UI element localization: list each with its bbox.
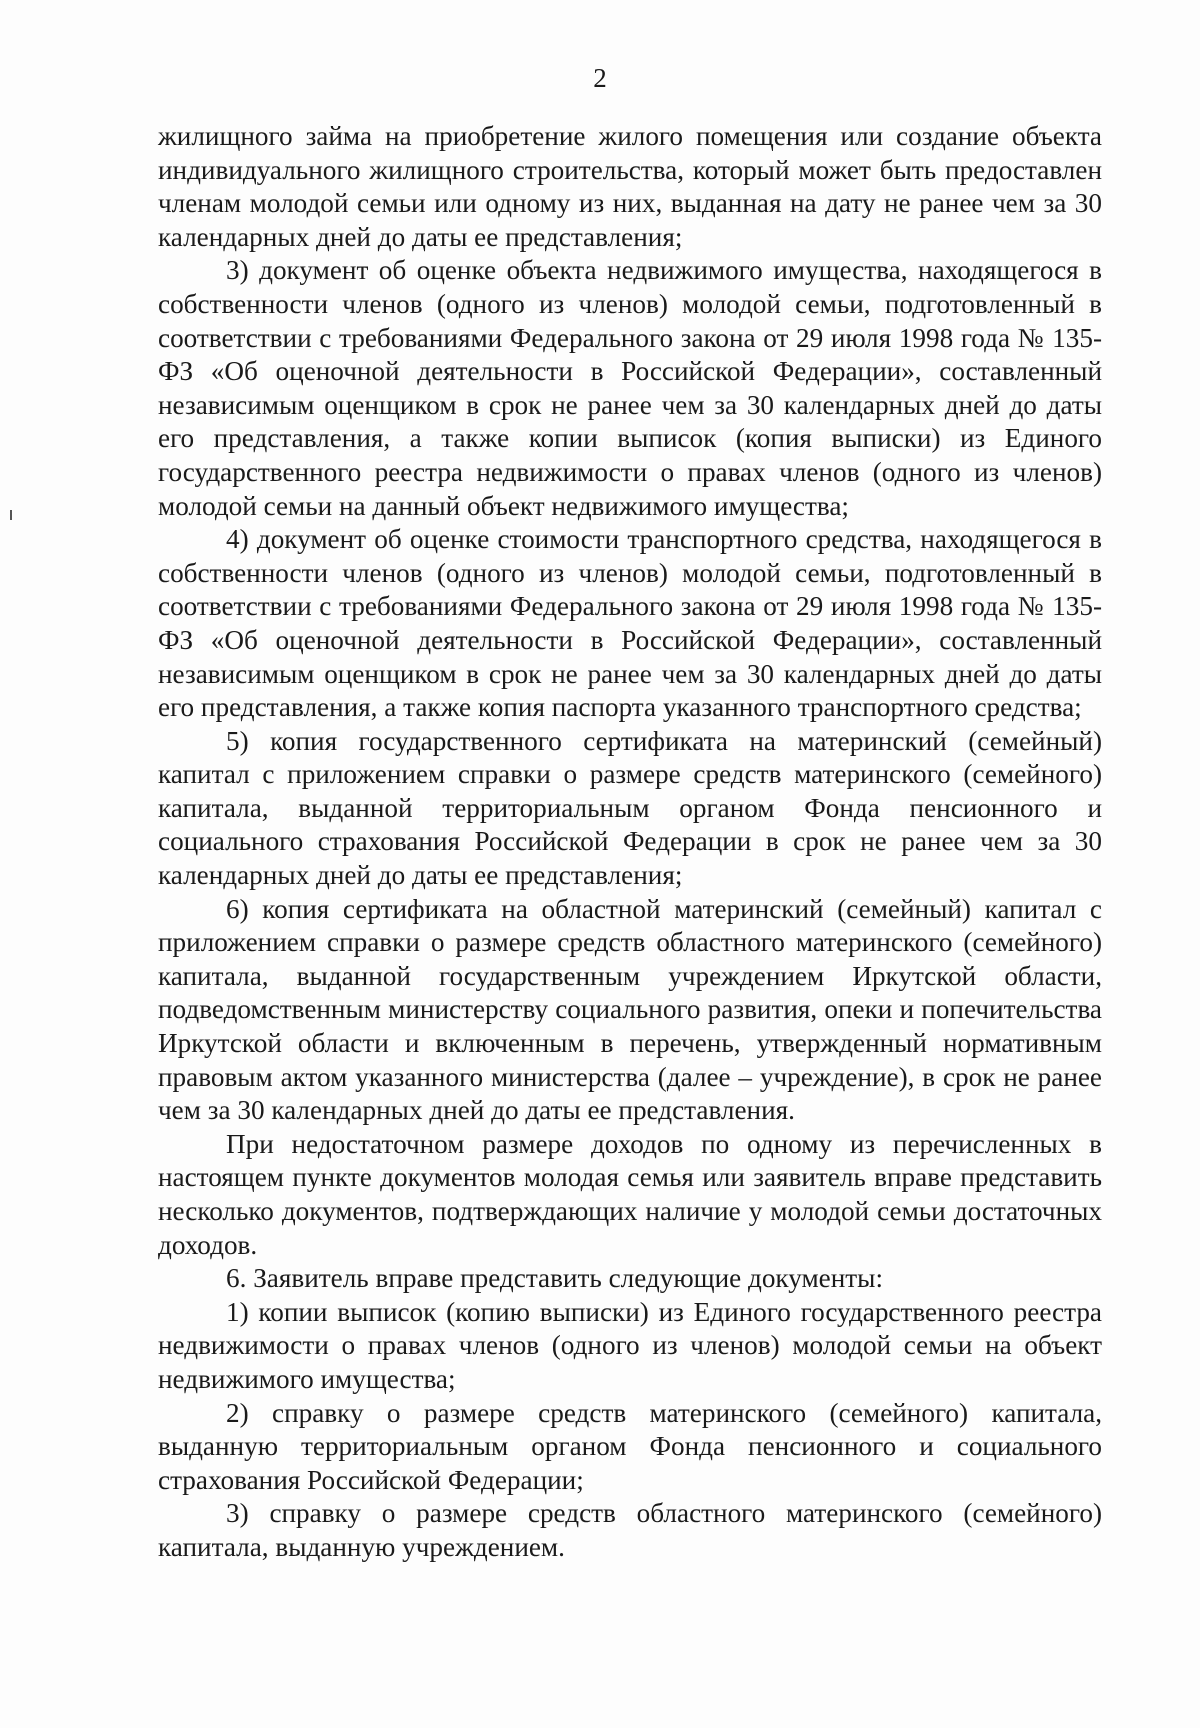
- paragraph-item-4: 4) документ об оценке стоимости транспортного средства, находящегося в собственности членов (одного из членов) молодой семьи, подготовленный в соответствии с требованиями Федерального закона от 29 июля 1998 года № 135-ФЗ «Об оценочной деятельности в Российской Федерации», составленный независимым оценщиком в срок не ранее чем за 30 календарных дней до даты его представления, а также копия паспорта указанного транспортного средства;: [158, 524, 1102, 723]
- paragraph-section-6-item-3: 3) справку о размере средств областного материнского (семейного) капитала, выданную учреждением.: [158, 1498, 1102, 1562]
- document-body: [158, 120, 1102, 1565]
- paragraph-insufficient-income: При недостаточном размере доходов по одному из перечисленных в настоящем пункте документов молодая семья или заявитель вправе представить несколько документов, подтверждающих наличие у молодой семьи достаточных доходов.: [158, 1128, 1102, 1260]
- paragraph-section-6-heading: 6. Заявитель вправе представить следующие документы:: [226, 1263, 883, 1294]
- paragraph-section-6-item-2: 2) справку о размере средств материнского (семейного) капитала, выданную территориальным органом Фонда пенсионного и социального страхования Российской Федерации;: [158, 1397, 1102, 1495]
- paragraph-item-6: 6) копия сертификата на областной материнский (семейный) капитал с приложением справки о размере средств областного материнского (семейного) капитала, выданной государственным учреждением Иркутской области, подведомственным министерству социального развития, опеки и попечительства Иркутской области и включенным в перечень, утвержденный нормативным правовым актом указанного министерства (далее – учреждение), в срок не ранее чем за 30 календарных дней до даты ее представления.: [158, 893, 1102, 1126]
- page-number: 2: [593, 63, 607, 93]
- paragraph-item-3: 3) документ об оценке объекта недвижимого имущества, находящегося в собственности членов (одного из членов) молодой семьи, подготовленный в соответствии с требованиями Федерального закона от 29 июля 1998 года № 135-ФЗ «Об оценочной деятельности в Российской Федерации», составленный независимым оценщиком в срок не ранее чем за 30 календарных дней до даты его представления, а также копии выписок (копия выписки) из Единого государственного реестра недвижимости о правах членов (одного из членов) молодой семьи на данный объект недвижимого имущества;: [158, 255, 1102, 521]
- paragraph-continuation: жилищного займа на приобретение жилого помещения или создание объекта индивидуального жилищного строительства, который может быть предоставлен членам молодой семьи или одному из них, выданная на дату не ранее чем за 30 календарных дней до даты ее представления;: [158, 121, 1102, 252]
- paragraph-section-6-item-1: 1) копии выписок (копию выписки) из Единого государственного реестра недвижимости о правах членов (одного из членов) молодой семьи на объект недвижимого имущества;: [158, 1296, 1102, 1394]
- paragraph-item-5: 5) копия государственного сертификата на материнский (семейный) капитал с приложением справки о размере средств материнского (семейного) капитала, выданной территориальным органом Фонда пенсионного и социального страхования Российской Федерации в срок не ранее чем за 30 календарных дней до даты ее представления;: [158, 725, 1102, 891]
- scan-artifact-mark: [10, 510, 12, 520]
